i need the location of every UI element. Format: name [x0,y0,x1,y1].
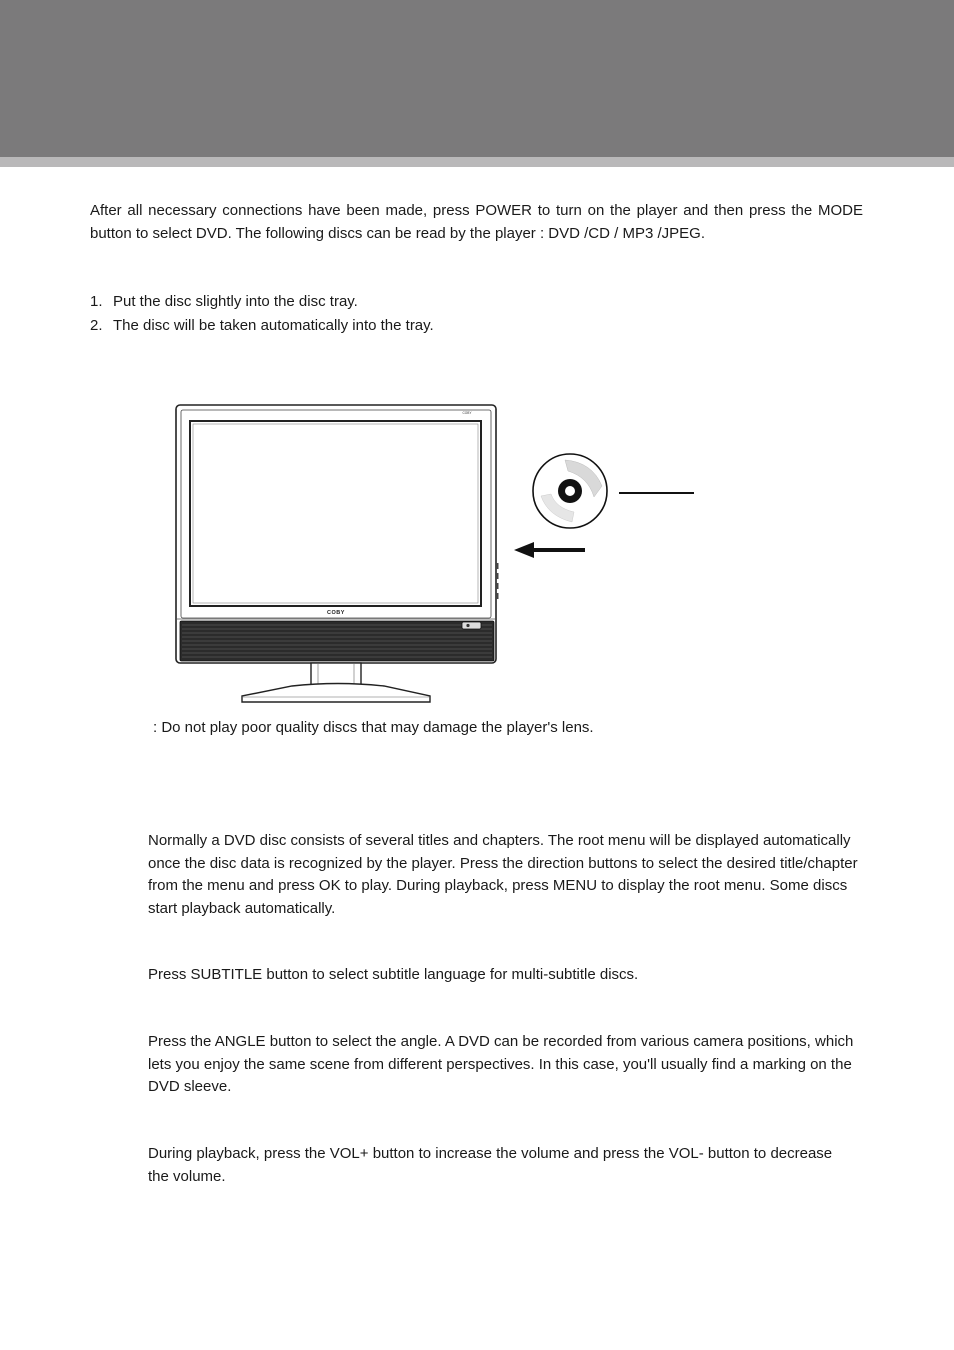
section-menu-text: Normally a DVD disc consists of several titles and chapters. The root menu will be displayed automatically once the disc data is recognized by the player. Press the direction buttons to select the desired title/chapter from the menu and press OK to play. During playback, press MENU to display the root menu. Some discs start playback automatically. [148,832,858,917]
step-text: The disc will be taken automatically into the tray. [113,317,434,334]
step-text: Put the disc slightly into the disc tray. [113,293,358,310]
corner-logo: COBY [462,411,472,415]
section-subtitle-text: Press SUBTITLE button to select subtitle language for multi-subtitle discs. [148,966,639,983]
header-stripe [0,157,954,167]
header-band [0,0,954,157]
list-item [90,314,434,338]
tv-screen [190,421,481,606]
insert-arrow-icon [514,542,585,558]
disc-icon [533,454,607,528]
tv-disc-illustration [170,398,710,708]
insert-disc-steps [90,290,434,338]
note-text: : Do not play poor quality discs that may damage the player's lens. [153,719,594,736]
section-angle-text: Press the ANGLE button to select the angle. A DVD can be recorded from various camera positions, which lets you enjoy the same scene from different perspectives. In this case, you'll usually find a marking on the DVD sleeve. [148,1033,854,1095]
step-number: 1. [90,293,103,310]
list-item [90,290,434,314]
step-number: 2. [90,317,103,334]
tv-stand-neck [311,663,361,686]
bezel-brand: COBY [327,610,345,616]
section-volume-text: During playback, press the VOL+ button to increase the volume and press the VOL- button to decrease the volume. [148,1145,833,1185]
tv-illustration-svg [170,398,710,708]
intro-paragraph: After all necessary connections have been made, press POWER to turn on the player and then press the MODE button to select DVD. The following discs can be read by the player : DVD /CD / MP3 /JPEG. [90,202,863,242]
tv-stand-base [242,684,430,703]
power-indicator [462,622,481,629]
